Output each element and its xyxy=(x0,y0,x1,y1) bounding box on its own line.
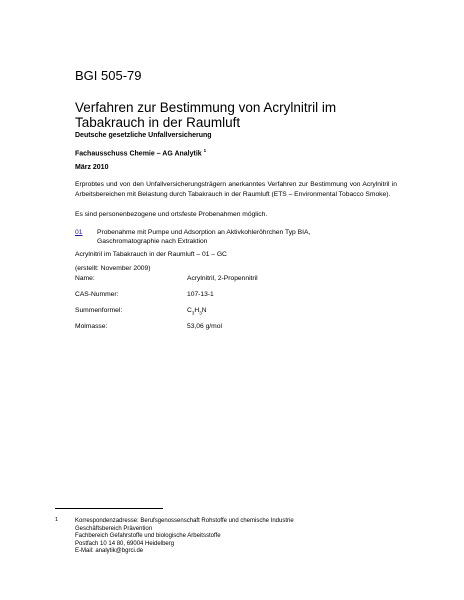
sampling-note: Es sind personenbezogene und ortsfeste Probenahmen möglich. xyxy=(75,211,268,218)
footnote-mark: 1 xyxy=(55,517,59,523)
created-date: (erstellt: November 2009) xyxy=(75,265,151,272)
footnote-line: Geschäftsbereich Prävention xyxy=(75,525,153,532)
organization: Deutsche gesetzliche Unfallversicherung xyxy=(75,132,212,139)
method-line-2: Gaschromatographie nach Extraktion xyxy=(97,238,208,245)
property-key: CAS-Nummer: xyxy=(75,291,119,298)
footnote-divider xyxy=(55,508,163,509)
table-row xyxy=(75,323,258,339)
method-reference: Acrylnitril im Tabakrauch in der Raumluft – 01 – GC xyxy=(75,251,227,258)
table-row xyxy=(75,307,258,323)
footnote-line: Postfach 10 14 80, 69004 Heidelberg xyxy=(75,540,175,547)
footnote-line: Fachbereich Gefahrstoffe und biologische Arbeitsstoffe xyxy=(75,533,221,540)
document-date: März 2010 xyxy=(75,164,109,171)
property-key: Molmasse: xyxy=(75,323,108,330)
committee xyxy=(75,148,206,157)
property-value: 107-13-1 xyxy=(187,291,214,298)
method-description xyxy=(97,228,397,246)
footnote-text xyxy=(75,518,294,556)
property-key: Name: xyxy=(75,275,95,282)
table-row xyxy=(75,275,258,291)
committee-text: Fachausschuss Chemie – AG Analytik xyxy=(75,150,202,158)
intro-paragraph: Erprobtes und von den Unfallversicherungsträgern anerkanntes Verfahren zur Bestimmung von Acrylnitril in Arbeitsbereichen mit Belastung durch Tabakrauch in der Raumluft (ETS – Environmental Tobacco Smoke). xyxy=(75,181,397,198)
table-row xyxy=(75,291,258,307)
document-code: BGI 505-79 xyxy=(75,68,142,83)
property-value: Acrylnitril, 2-Propennitril xyxy=(187,275,258,282)
footnote-line: Korrespondenzadresse: Berufsgenossenschaft Rohstoffe und chemische Industrie xyxy=(75,518,294,524)
property-value-formula: $C_3H_3N$ xyxy=(187,307,207,316)
property-key: Summenformel: xyxy=(75,307,123,314)
properties-table xyxy=(75,275,258,339)
method-line-1: Probenahme mit Pumpe und Adsorption an Aktivkohleröhrchen Typ BIA, xyxy=(97,229,311,236)
footnote-reference[interactable]: 1 xyxy=(203,148,207,153)
document-title: Verfahren zur Bestimmung von Acrylnitril im Tabakrauch in der Raumluft xyxy=(75,100,337,130)
footnote-email[interactable]: E-Mail: analytik@bgrci.de xyxy=(75,548,144,555)
property-value: 53,06 g/mol xyxy=(187,323,222,330)
method-link[interactable]: 01 xyxy=(75,229,83,236)
method-entry xyxy=(75,228,397,246)
